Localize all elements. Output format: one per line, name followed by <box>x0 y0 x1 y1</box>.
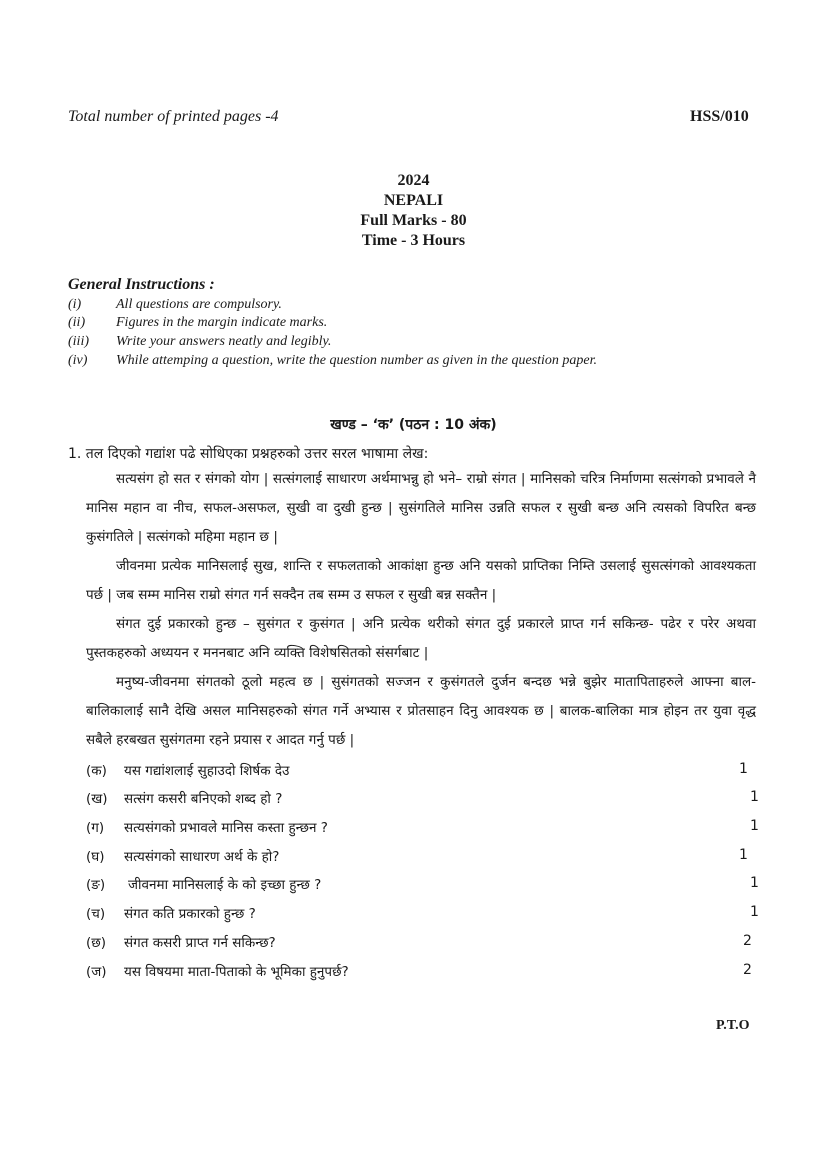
subquestion <box>86 818 766 840</box>
subquestion-label: (ज) <box>86 964 107 980</box>
subquestion-text: सत्यसंगको साधारण अर्थ के हो? <box>124 849 280 865</box>
subquestion-text: संगत कति प्रकारको हुन्छ ? <box>124 906 256 922</box>
subquestion-marks: 1 <box>750 904 759 920</box>
instruction-number: (ii) <box>68 315 86 330</box>
exam-time: Time - 3 Hours <box>361 232 466 249</box>
question-prompt: 1. तल दिएको गद्यांश पढे सोधिएका प्रश्नहरुको उत्तर सरल भाषामा लेख: <box>68 446 429 462</box>
printed-pages-note: Total number of printed pages -4 <box>68 108 279 125</box>
subquestion-label: (ङ) <box>86 877 106 893</box>
subquestion <box>86 875 766 897</box>
page-turn-over: P.T.O <box>716 1018 750 1033</box>
subquestion <box>86 962 766 984</box>
instruction-text: Write your answers neatly and legibly. <box>116 334 332 349</box>
instruction-number: (i) <box>68 297 82 312</box>
subquestion-text: जीवनमा मानिसलाई के को इच्छा हुन्छ ? <box>128 877 322 893</box>
paragraph-text: सत्यसंग हो सत र संगको योग | सत्संगलाई साधारण अर्थमाभन्नु हो भने– राम्रो संगत | मानिसको चरित्र निर्माणमा सत्संगको प्रभावले नै मानिस महान वा नीच, सफल-असफल, सुखी वा दुखी हुन्छ | सुसंगतिले मानिस उन्नति सफल र सुखी बन्छ अनि त्यसको विपरित बन्छ कुसंगतिले | सत्संगको महिमा महान छ | <box>86 471 756 545</box>
subquestion <box>86 847 766 869</box>
subquestion-label: (घ) <box>86 849 105 865</box>
instructions-heading: General Instructions : <box>68 276 215 293</box>
subquestion-text: यस विषयमा माता-पिताको के भूमिका हुनुपर्छ? <box>124 964 349 980</box>
instruction-number: (iv) <box>68 353 88 368</box>
subquestion-marks: 2 <box>743 962 752 978</box>
passage-paragraph <box>86 465 756 552</box>
subquestion <box>86 933 766 955</box>
instruction-text: While attemping a question, write the question number as given in the question paper. <box>116 353 597 368</box>
subquestion-marks: 1 <box>739 847 748 863</box>
subquestion-text: सत्यसंगको प्रभावले मानिस कस्ता हुन्छन ? <box>124 820 328 836</box>
paragraph-text: संगत दुई प्रकारको हुन्छ – सुसंगत र कुसंगत | अनि प्रत्येक थरीको संगत दुई प्रकारले प्राप्त गर्न सकिन्छ- पढेर र परेर अथवा पुस्तकहरुको अध्ययन र मननबाट अनि व्यक्ति विशेषसितको संसर्गबाट | <box>86 616 756 661</box>
subquestion-marks: 2 <box>743 933 752 949</box>
passage-paragraph <box>86 552 756 610</box>
instruction-text: Figures in the margin indicate marks. <box>116 315 328 330</box>
subquestion-text: संगत कसरी प्राप्त गर्न सकिन्छ? <box>124 935 276 951</box>
subquestion-label: (च) <box>86 906 106 922</box>
subquestion-text: सत्संग कसरी बनिएको शब्द हो ? <box>124 791 283 807</box>
subquestion <box>86 789 766 811</box>
section-heading: खण्ड – ‘क’ (पठन : 10 अंक) <box>330 417 497 433</box>
full-marks: Full Marks - 80 <box>360 212 467 229</box>
paragraph-text: मनुष्य-जीवनमा संगतको ठूलो महत्व छ | सुसंगतको सज्जन र कुसंगतले दुर्जन बन्दछ भन्ने बुझेर मातापिताहरुले आफ्ना बाल-बालिकालाई सानै देखि असल मानिसहरुको संगत गर्ने अभ्यास र प्रोतसाहन दिनु आवश्यक छ | बालक-बालिका मात्र होइन तर युवा वृद्ध सबैले हरबखत सुसंगतमा रहने प्रयास र आदत गर्नु पर्छ | <box>86 674 756 748</box>
subquestion-marks: 1 <box>750 818 759 834</box>
subquestion <box>86 904 766 926</box>
subquestion-marks: 1 <box>739 761 748 777</box>
exam-subject: NEPALI <box>383 192 444 209</box>
subquestion-text: यस गद्यांशलाई सुहाउदो शिर्षक देउ <box>124 763 290 779</box>
paragraph-text: जीवनमा प्रत्येक मानिसलाई सुख, शान्ति र सफलताको आकांक्षा हुन्छ अनि यसको प्राप्तिका निम्ति उसलाई सुसत्संगको आवश्यकता पर्छ | जब सम्म मानिस राम्रो संगत गर्न सक्दैन तब सम्म उ सफल र सुखी बन्न सक्तैन | <box>86 558 756 603</box>
subquestion-label: (छ) <box>86 935 106 951</box>
paper-code: HSS/010 <box>690 108 749 125</box>
passage-paragraph <box>86 668 756 755</box>
subquestion-label: (ग) <box>86 820 105 836</box>
passage-paragraph <box>86 610 756 668</box>
subquestion-label: (क) <box>86 763 107 779</box>
subquestion-label: (ख) <box>86 791 108 807</box>
instruction-text: All questions are compulsory. <box>116 297 282 312</box>
subquestion-marks: 1 <box>750 789 759 805</box>
instruction-number: (iii) <box>68 334 89 349</box>
subquestion <box>86 761 766 783</box>
exam-year: 2024 <box>397 172 430 189</box>
subquestion-marks: 1 <box>750 875 759 891</box>
